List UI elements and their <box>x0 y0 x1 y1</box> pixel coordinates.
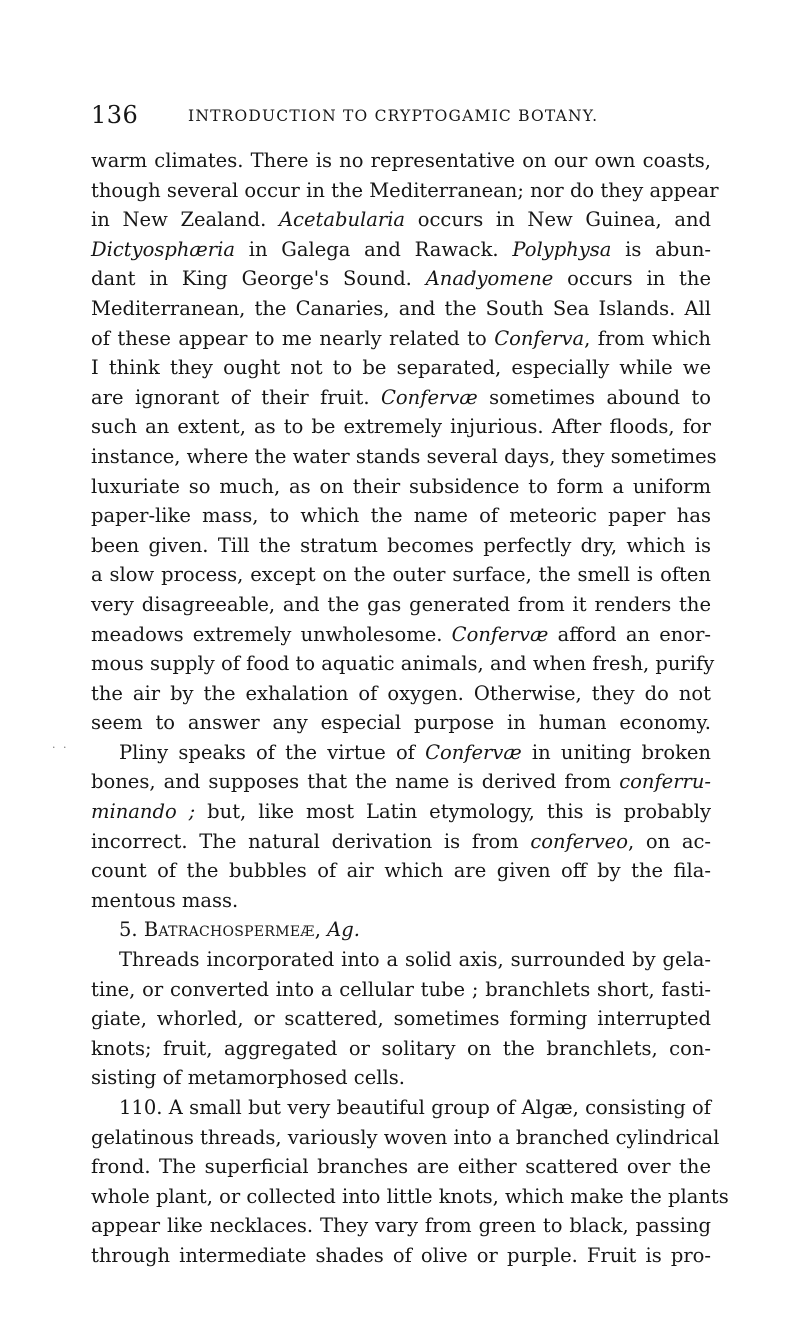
text-line: very disagreeable, and the gas generated from it renders the <box>91 592 711 616</box>
italic-text: Anadyomene <box>425 267 554 291</box>
text-line: warm climates. There is no representative on our own coasts, <box>91 149 711 172</box>
text-line: Pliny speaks of the virtue of Confervæ in uniting broken <box>119 740 711 764</box>
text-line: in New Zealand. Acetabularia occurs in New Guinea, and <box>91 208 711 232</box>
italic-text: Confervæ <box>425 740 522 764</box>
italic-text: conferru- <box>619 770 711 794</box>
text-line: minando ; but, like most Latin etymology, this is probably <box>91 800 711 824</box>
text-line: instance, where the water stands several days, they sometimes <box>91 444 717 468</box>
italic-text: Confervæ <box>381 385 478 409</box>
text-line: paper-like mass, to which the name of meteoric paper has <box>91 504 711 528</box>
text-line: incorrect. The natural derivation is from conferveo, on ac- <box>91 829 712 853</box>
page-number: 136 <box>91 101 139 129</box>
text-line: through intermediate shades of olive or purple. Fruit is pro- <box>91 1243 711 1267</box>
text-line: Threads incorporated into a solid axis, surrounded by gela- <box>119 948 711 972</box>
text-line: luxuriate so much, as on their subsidence to form a uniform <box>91 474 711 498</box>
text-line: mentous mass. <box>91 888 239 912</box>
text-line: such an extent, as to be extremely injurious. After floods, for <box>91 415 711 439</box>
text-line: whole plant, or collected into little knots, which make the plants <box>91 1184 729 1208</box>
text-line: the air by the exhalation of oxygen. Otherwise, they do not <box>91 681 711 705</box>
text-line: Dictyosphæria in Galega and Rawack. Polyphysa is abun- <box>91 237 711 261</box>
text-line: a slow process, except on the outer surface, the smell is often <box>91 563 711 587</box>
body-text <box>91 146 729 1271</box>
text-line: seem to answer any especial purpose in human economy. <box>91 711 711 735</box>
text-line: I think they ought not to be separated, especially while we <box>91 356 711 380</box>
text-line: Mediterranean, the Canaries, and the South Sea Islands. All <box>91 296 711 320</box>
text-line: sisting of metamorphosed cells. <box>91 1066 405 1090</box>
text-line: though several occur in the Mediterranean; nor do they appear <box>91 178 719 202</box>
text-line: mous supply of food to aquatic animals, and when fresh, purify <box>91 652 715 676</box>
text-line: tine, or converted into a cellular tube ; branchlets short, fasti- <box>91 977 711 1001</box>
text-line: gelatinous threads, variously woven into a branched cylindrical <box>91 1125 720 1149</box>
italic-text: minando ; <box>91 800 196 824</box>
section-heading: 5. Batrachospermeæ, Ag. <box>119 918 360 942</box>
italic-text: Dictyosphæria <box>91 237 235 261</box>
running-title: INTRODUCTION TO CRYPTOGAMIC BOTANY. <box>188 107 599 125</box>
italic-text: conferveo <box>530 829 628 853</box>
italic-text: Conferva <box>494 326 585 350</box>
italic-text: Confervæ <box>451 622 549 646</box>
text-line: are ignorant of their fruit. Confervæ sometimes abound to <box>91 385 711 409</box>
running-head <box>91 100 711 130</box>
text-line: dant in King George's Sound. Anadyomene occurs in the <box>91 267 711 291</box>
text-line: meadows extremely unwholesome. Confervæ afford an enor- <box>91 622 711 646</box>
italic-text: Polyphysa <box>512 237 612 261</box>
text-line: of these appear to me nearly related to Conferva, from which <box>91 326 711 350</box>
text-line: been given. Till the stratum becomes perfectly dry, which is <box>91 533 711 557</box>
margin-mark: . . <box>52 738 69 751</box>
italic-text: Acetabularia <box>278 208 406 232</box>
small-caps-text: Batrachospermeæ <box>143 918 315 942</box>
text-line: count of the bubbles of air which are given off by the fila- <box>91 859 711 883</box>
text-line: 110. A small but very beautiful group of Algæ, consisting of <box>119 1096 711 1119</box>
text-line: appear like necklaces. They vary from green to black, passing <box>91 1214 711 1238</box>
text-line: knots; fruit, aggregated or solitary on the branchlets, con- <box>91 1036 711 1060</box>
text-line: bones, and supposes that the name is derived from conferru- <box>91 770 711 794</box>
italic-text: Ag. <box>327 918 360 942</box>
text-line: frond. The superficial branches are either scattered over the <box>91 1155 711 1179</box>
text-line: giate, whorled, or scattered, sometimes forming interrupted <box>91 1007 711 1031</box>
